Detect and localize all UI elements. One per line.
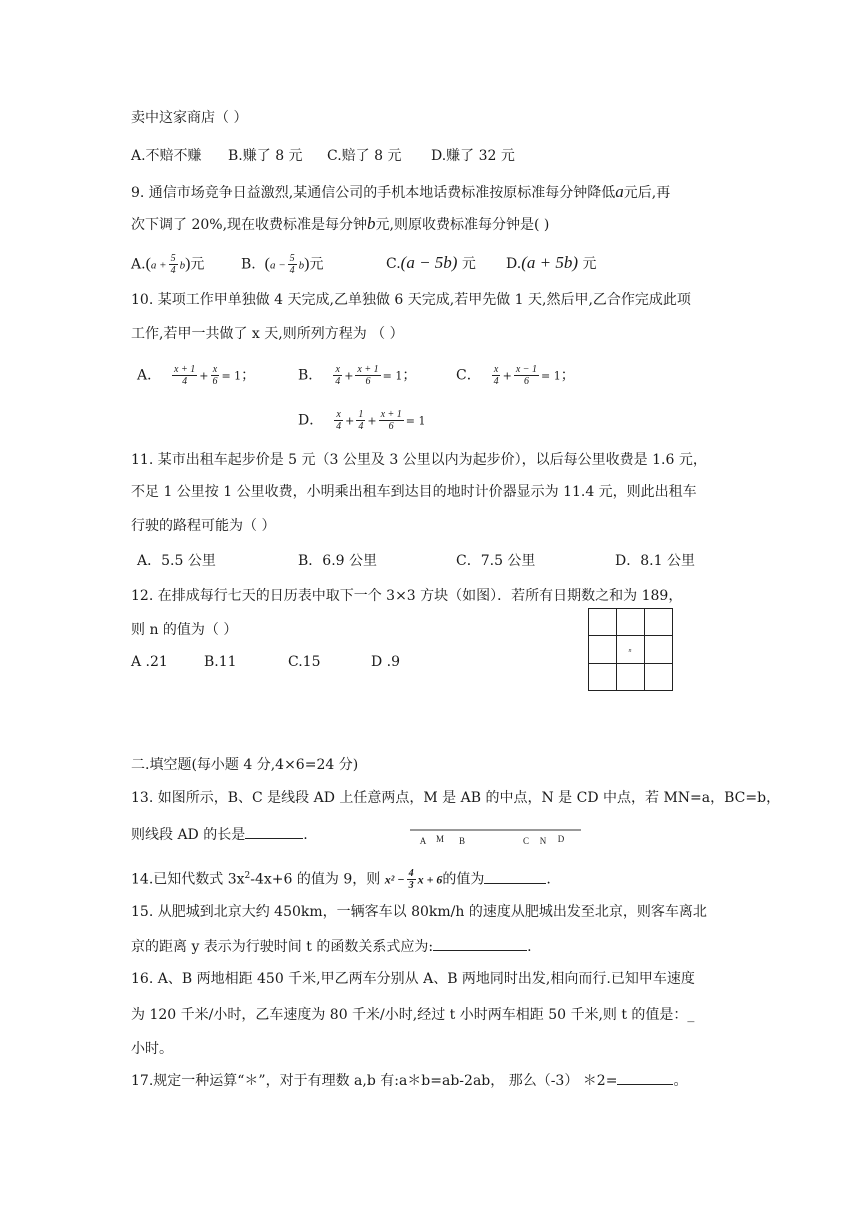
q9-option-b: B. (a − $\frac{5}{4}$ b)元 [241, 253, 324, 276]
q9-option-b-expr: a − [269, 259, 286, 272]
q14-text-post: 的值为 [442, 871, 485, 888]
q10-option-c-label: C． [456, 367, 481, 384]
q8-option-c: C.赔了 8 元 [327, 148, 402, 164]
q10-option-b-label: B． [298, 367, 323, 384]
q14-line: 14.已知代数式 $3x^2-4x+6$ 的值为 9，则 x² − $\frac{4}{3}$ x + 6的值为 . [131, 868, 551, 892]
q9-option-c-label: C. [386, 256, 401, 272]
q12-option-c: C.15 [288, 654, 321, 670]
q12-line2: 则 n 的值为（ ） [131, 622, 238, 638]
q9-option-c-unit: 元 [461, 256, 476, 272]
q10-line1: 10. 某项工作甲单独做 4 天完成,乙单独做 6 天完成,若甲先做 1 天,然后甲,乙合作完成此项 [131, 292, 691, 308]
q11-option-c: C．7.5 公里 [456, 553, 536, 569]
q10-option-a-frac2: $\frac{x}{6}$ [212, 364, 218, 387]
q8-option-a: A.不赔不赚 [131, 148, 202, 164]
q11-line2: 不足 1 公里按 1 公里收费，小明乘出租车到达目的地时计价器显示为 11.4 元，则此出租车 [131, 484, 697, 500]
q10-option-d-frac3: $\frac{x + 1}{6}$ [380, 409, 402, 432]
q12-option-d: D .9 [371, 654, 401, 670]
q15-answer-blank [433, 936, 527, 951]
q15-line1: 15. 从肥城到北京大约 450km，一辆客车以 80km/h 的速度从肥城出发至北京，则客车离北 [131, 904, 707, 920]
q9-option-b-label: B. [241, 256, 256, 273]
q9-option-d [506, 253, 596, 274]
q12-line1: 12. 在排成每行七天的日历表中取下一个 3×3 方块（如图）．若所有日期数之和为 189， [131, 588, 683, 604]
q9-text-2b: 元,则原收费标准每分钟是( ) [375, 217, 550, 233]
q9-option-c-expr: (a − 5b) [400, 253, 458, 272]
q9-option-d-unit: 元 [582, 256, 597, 272]
q8-option-d: D.赚了 32 元 [431, 148, 515, 164]
q11-option-a: A．5.5 公里 [137, 553, 216, 569]
segment-label-c: C [522, 836, 530, 846]
q15-line2: 京的距离 y 表示为行驶时间 t 的函数关系式应为: . [131, 936, 532, 957]
q9-var-a: a [615, 182, 624, 201]
q10-option-c: C． $\frac{x}{4}$ + $\frac{x - 1}{6}$ = 1； [456, 364, 575, 387]
q9-var-b: b [367, 214, 376, 233]
q16-line1: 16. A、B 两地相距 450 千米,甲乙两车分别从 A、B 两地同时出发,相向而行.已知甲车速度 [131, 971, 695, 987]
q9-line1 [131, 182, 670, 203]
q10-option-b-frac2: $\frac{x + 1}{6}$ [357, 364, 379, 387]
q10-option-d: D． $\frac{x}{4}$ + $\frac{1}{4}$ + $\frac{x + 1}{6}$ = 1 [298, 409, 426, 432]
q8-tail: 卖中这家商店（ ） [131, 110, 248, 126]
q11-line1: 11. 某市出租车起步价是 5 元（3 公里及 3 公里以内为起步价），以后每公里收费是 1.6 元， [131, 452, 707, 468]
q9-text-1a: 9. 通信市场竞争日益激烈,某通信公司的手机本地话费标准按原标准每分钟降低 [131, 185, 616, 201]
q12-option-b: B.11 [204, 654, 237, 670]
q10-option-b-frac1: $\frac{x}{4}$ [335, 364, 341, 387]
q10-option-a-frac1: $\frac{x + 1}{4}$ [174, 364, 196, 387]
q15-line2-text: 京的距离 y 表示为行驶时间 t 的函数关系式应为: [131, 939, 434, 955]
q17-text: 17.规定一种运算“＊”，对于有理数 a,b 有:a＊b=ab-2ab， 那么（-3） ＊2= [131, 1073, 618, 1089]
q9-option-a-unit: 元 [190, 256, 205, 273]
q10-option-d-frac2: $\frac{1}{4}$ [358, 409, 364, 432]
segment-label-n: N [539, 836, 547, 846]
q9-option-b-unit: 元 [309, 256, 324, 273]
q11-line3: 行驶的路程可能为（ ） [131, 518, 276, 534]
q9-option-a-label: A. [131, 256, 146, 273]
q17-answer-blank [617, 1070, 673, 1085]
q9-text-1b: 元后,再 [623, 185, 671, 201]
q14-fraction: $\frac{4}{3}$ [408, 868, 414, 892]
q14-text-mid: -4x+6 的值为 9，则 [250, 871, 381, 888]
q13-segment-figure [405, 820, 585, 850]
q14-text-pre: 14.已知代数式 3x [131, 871, 245, 888]
q9-line2 [131, 214, 549, 235]
q9-option-a: A.(a + $\frac{5}{4}$ b)元 [131, 253, 205, 276]
q13-line2-text: 则线段 AD 的长是 [131, 827, 246, 843]
q10-option-c-frac2: $\frac{x - 1}{6}$ [515, 364, 538, 387]
q11-option-b: B．6.9 公里 [298, 553, 378, 569]
segment-label-m: M [435, 834, 445, 844]
q14-expr: x² − [384, 872, 405, 887]
q10-option-c-frac1: $\frac{x}{4}$ [493, 364, 499, 387]
q16-line3: 小时。 [131, 1041, 173, 1057]
q8-option-b: B.赚了 8 元 [228, 148, 303, 164]
q9-option-d-label: D. [506, 256, 522, 272]
calendar-grid-figure [588, 608, 674, 692]
q14-exponent: 2 [244, 871, 251, 881]
q9-option-d-expr: (a + 5b) [521, 253, 578, 272]
q13-line1: 13. 如图所示，B、C 是线段 AD 上任意两点，M 是 AB 的中点，N 是 CD 中点，若 MN=a，BC=b， [131, 790, 781, 806]
segment-label-a: A [419, 836, 427, 846]
q13-answer-blank [245, 824, 303, 839]
q17-line: 17.规定一种运算“＊”，对于有理数 a,b 有:a＊b=ab-2ab， 那么（-3） ＊2= 。 [131, 1070, 687, 1091]
segment-label-b: B [458, 836, 466, 846]
segment-label-d: D [557, 834, 565, 844]
q14-answer-blank [484, 869, 546, 884]
q10-option-a: A． $\frac{x + 1}{4}$ + $\frac{x}{6}$ = 1； [137, 364, 256, 387]
q10-option-b: B． $\frac{x}{4}$ + $\frac{x + 1}{6}$ = 1； [298, 364, 417, 387]
q9-option-b-fraction: $\frac{5}{4}$ [289, 253, 295, 276]
q9-option-a-expr: a + [150, 259, 167, 272]
calendar-grid-center-label: n [628, 648, 632, 654]
section2-title: 二.填空题(每小题 4 分,4×6=24 分) [131, 757, 359, 773]
q9-option-a-fraction: $\frac{5}{4}$ [170, 253, 176, 276]
q10-line2: 工作,若甲一共做了 x 天,则所列方程为 （ ） [131, 326, 404, 342]
q9-option-c [386, 253, 476, 274]
q11-option-d: D．8.1 公里 [615, 553, 695, 569]
q13-line2: 则线段 AD 的长是 . [131, 824, 308, 845]
q16-line2: 为 120 千米/小时，乙车速度为 80 千米/小时,经过 t 小时两车相距 50 千米,则 t 的值是：_ [131, 1007, 695, 1023]
q12-option-a: A .21 [131, 654, 168, 670]
q10-option-d-frac1: $\frac{x}{4}$ [336, 409, 342, 432]
q9-text-2a: 次下调了 20%,现在收费标准是每分钟 [131, 217, 368, 233]
q10-option-a-label: A． [137, 367, 162, 384]
q10-option-d-label: D． [298, 412, 324, 429]
